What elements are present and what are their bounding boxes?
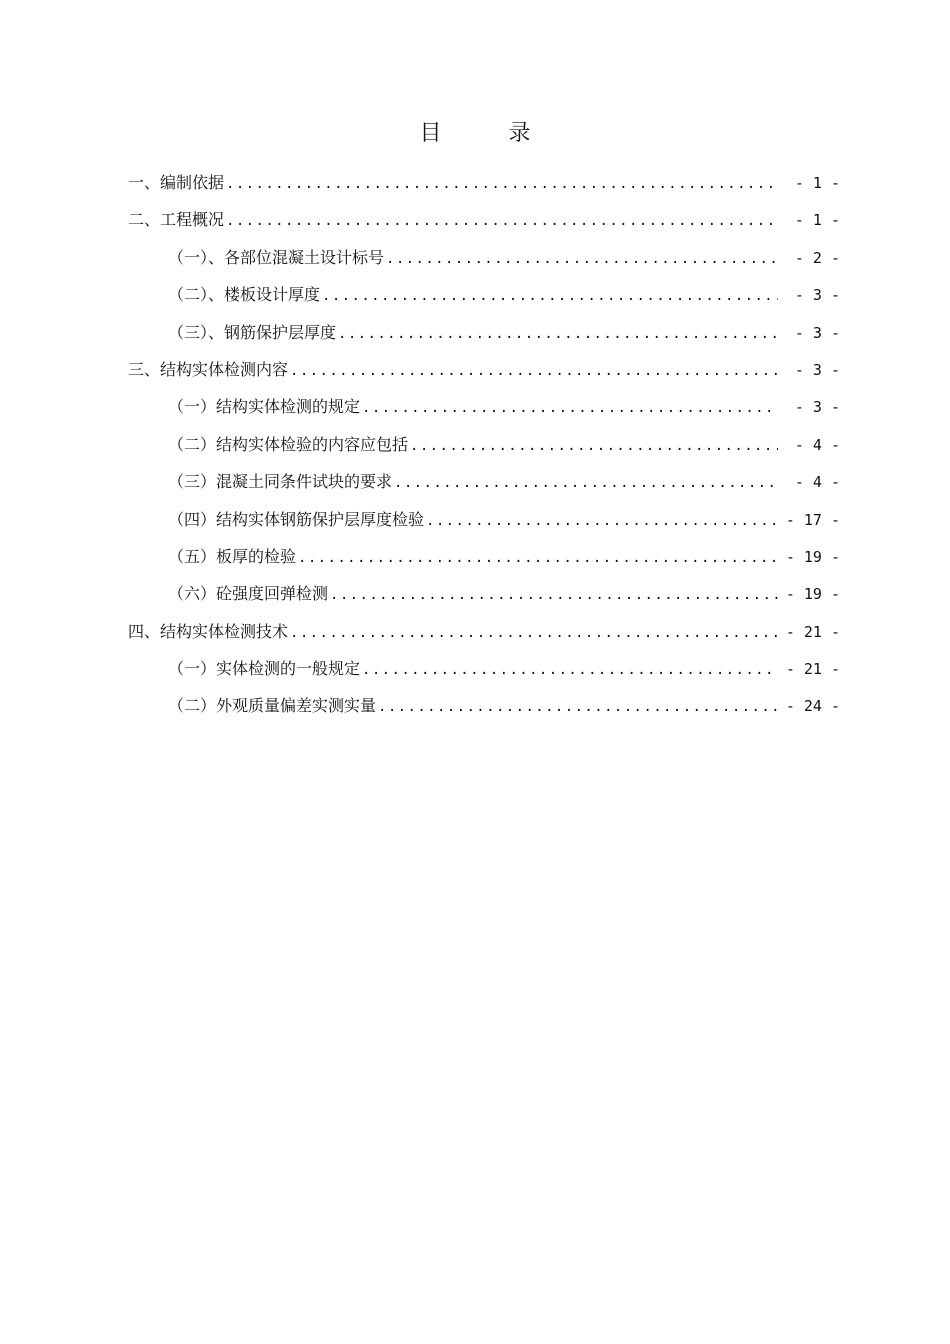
- toc-entry[interactable]: [128, 501, 840, 538]
- toc-entry[interactable]: [128, 239, 840, 276]
- toc-entry-text: （一）实体检测的一般规定: [168, 659, 361, 679]
- toc-entry-text: （二）结构实体检验的内容应包括: [168, 434, 409, 454]
- toc-entry-text: （二）、楼板设计厚度: [168, 285, 321, 305]
- toc-entry-text: 三、结构实体检测内容: [128, 359, 289, 379]
- toc-page-number: - 1 -: [794, 174, 840, 192]
- toc-page-number: - 2 -: [794, 248, 840, 267]
- toc-page-number: - 19 -: [785, 547, 840, 566]
- toc-entry[interactable]: [128, 201, 840, 238]
- toc-entry-text: （一）结构实体检测的规定: [168, 397, 361, 417]
- toc-page-number: - 4 -: [794, 435, 840, 454]
- toc-entry-text: （五）板厚的检验: [168, 546, 297, 566]
- toc-page-number: - 19 -: [785, 585, 840, 604]
- toc-entry[interactable]: [128, 575, 840, 612]
- toc-dot-leader: [426, 503, 778, 540]
- toc-dot-leader: [298, 540, 778, 577]
- toc-dot-leader: [322, 278, 778, 315]
- toc-entry[interactable]: [128, 687, 840, 724]
- toc-dot-leader: [290, 353, 778, 390]
- toc-list: [128, 164, 840, 725]
- toc-entry[interactable]: [128, 388, 840, 425]
- toc-dot-leader: [362, 652, 778, 689]
- toc-dot-leader: [330, 577, 778, 614]
- toc-page-number: - 3 -: [794, 323, 840, 342]
- toc-dot-leader: [338, 316, 778, 353]
- toc-page-number: - 4 -: [794, 473, 840, 492]
- toc-entry[interactable]: [128, 426, 840, 463]
- toc-entry-text: （三）、钢筋保护层厚度: [168, 322, 337, 342]
- toc-dot-leader: [378, 689, 778, 726]
- toc-entry[interactable]: [128, 314, 840, 351]
- toc-entry-text: 一、编制依据: [128, 173, 225, 192]
- toc-entry[interactable]: [128, 650, 840, 687]
- toc-page-number: - 3 -: [794, 286, 840, 305]
- toc-entry[interactable]: [128, 463, 840, 500]
- toc-entry[interactable]: [128, 164, 840, 201]
- toc-page-number: - 21 -: [785, 622, 840, 641]
- toc-dot-leader: [290, 615, 778, 652]
- toc-entry-text: （四）结构实体钢筋保护层厚度检验: [168, 509, 425, 529]
- toc-entry-text: （六）砼强度回弹检测: [168, 584, 329, 604]
- toc-page-number: - 3 -: [794, 398, 840, 417]
- toc-dot-leader: [394, 465, 778, 502]
- toc-entry[interactable]: [128, 613, 840, 650]
- toc-entry-text: （三）混凝土同条件试块的要求: [168, 472, 393, 492]
- toc-dot-leader: [362, 390, 778, 427]
- toc-dot-leader: [386, 241, 778, 278]
- toc-dot-leader: [410, 428, 778, 465]
- toc-entry[interactable]: [128, 538, 840, 575]
- toc-page-number: - 24 -: [785, 697, 840, 716]
- toc-entry-text: 二、工程概况: [128, 210, 225, 230]
- toc-page-number: - 17 -: [785, 510, 840, 529]
- toc-entry-text: （二）外观质量偏差实测实量: [168, 696, 377, 716]
- toc-entry-text: 四、结构实体检测技术: [128, 621, 289, 641]
- toc-entry-text: （一）、各部位混凝土设计标号: [168, 247, 385, 267]
- toc-dot-leader: [226, 166, 778, 203]
- toc-dot-leader: [226, 203, 778, 240]
- toc-page-number: - 1 -: [794, 211, 840, 230]
- toc-entry[interactable]: [128, 276, 840, 313]
- toc-page-number: - 21 -: [785, 660, 840, 679]
- toc-page-number: - 3 -: [794, 360, 840, 379]
- toc-entry[interactable]: [128, 351, 840, 388]
- toc-title: 目 录: [419, 121, 561, 146]
